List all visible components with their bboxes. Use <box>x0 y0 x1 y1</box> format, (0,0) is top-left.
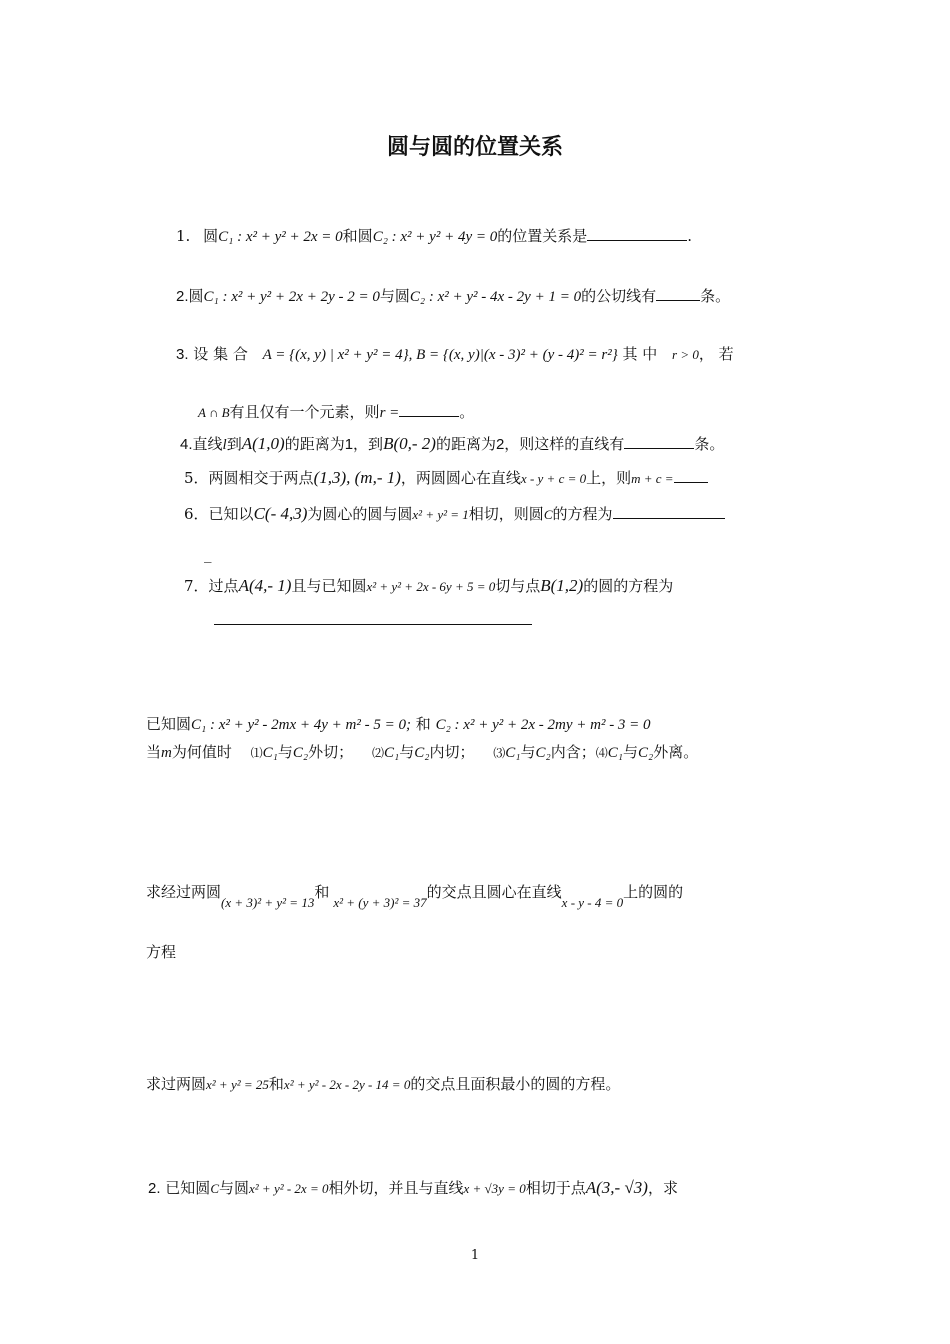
math-expression: A(3,- √3) <box>585 1178 648 1197</box>
question-number: 4. <box>180 436 193 453</box>
answer-blank[interactable] <box>613 504 725 519</box>
problem-circle-position: 已知圆C₁ : x² + y² - 2mx + 4y + m² - 5 = 0; 和 C₂ : x² + y² + 2x - 2my + m² - 3 = 0 <box>146 715 651 733</box>
math-expression: C₁ : x² + y² + 2x + 2y - 2 = 0 <box>203 289 380 305</box>
answer-blank[interactable] <box>399 402 459 417</box>
answer-blank[interactable] <box>624 434 694 449</box>
math-expression: l <box>222 437 227 453</box>
math-expression: x - y - 4 = 0 <box>561 895 624 910</box>
page-title: 圆与圆的位置关系 <box>386 135 563 160</box>
question-3: 3. 设 集 合 A = {(x, y) | x² + y² = 4}, B = {(x, y)|(x - 3)² + (y - 4)² = r²} 其 中 r > 0， 若 <box>176 345 734 363</box>
question-4: 4.直线l到A(1,0)的距离为1，到B(0,- 2)的距离为2，则这样的直线有 条。 <box>180 434 725 453</box>
question-number: 3. <box>176 346 189 363</box>
math-expression: x² + y² = 25 <box>206 1077 269 1092</box>
question-5: 5．两圆相交于两点(1,3), (m,- 1)，两圆圆心在直线x - y + c = 0上，则m + c = <box>184 468 708 489</box>
math-expression: B(1,2) <box>540 576 584 595</box>
math-expression: m <box>161 745 172 761</box>
math-expression: x² + (y + 3)² = 37 <box>333 895 427 910</box>
math-expression: x² + y² + 2x - 6y + 5 = 0 <box>366 579 496 594</box>
math-expression: (x + 3)² + y² = 13 <box>221 895 315 910</box>
question-1: 1. 圆C₁ : x² + y² + 2x = 0和圆C₂ : x² + y² + 4y = 0的位置关系是 . <box>176 227 693 245</box>
question-7: 7．过点A(4,- 1)且与已知圆x² + y² + 2x - 6y + 5 = 0切与点B(1,2)的圆的方程为 <box>184 576 674 595</box>
math-expression: C <box>543 507 553 522</box>
question-number: 2. <box>148 1180 161 1197</box>
problem-intersection-circle: 求经过两圆(x + 3)² + y² = 13和x² + (y + 3)² = 37的交点且圆心在直线x - y - 4 = 0上的圆的 <box>146 883 684 910</box>
page-number: 1 <box>470 1248 480 1263</box>
math-expression: x² + y² - 2x - 2y - 14 = 0 <box>283 1077 411 1092</box>
math-expression: C₂ : x² + y² - 4x - 2y + 1 = 0 <box>409 289 582 305</box>
math-expression: B(0,- 2) <box>383 434 436 453</box>
math-expression: C₂ : x² + y² + 2x - 2my + m² - 3 = 0 <box>435 717 651 733</box>
problem-min-area-circle: 求过两圆x² + y² = 25和x² + y² - 2x - 2y - 14 = 0的交点且面积最小的圆的方程。 <box>146 1075 621 1093</box>
question-6: 6．已知以C(- 4,3)为圆心的圆与圆x² + y² = 1相切，则圆C的方程为 <box>184 504 725 525</box>
math-expression: x - y + c = 0 <box>520 471 587 486</box>
question-2: 2.圆C₁ : x² + y² + 2x + 2y - 2 = 0与圆C₂ : x² + y² - 4x - 2y + 1 = 0的公切线有 条。 <box>176 287 731 305</box>
problem-circle-position-conditions: 当m为何值时 ⑴C₁与C₂外切； ⑵C₁与C₂内切； ⑶C₁与C₂内含；⑷C₁与C₂外离。 <box>146 743 699 761</box>
answer-blank[interactable] <box>587 226 687 241</box>
math-expression: A ∩ B <box>198 405 230 420</box>
answer-blank[interactable] <box>656 286 700 301</box>
math-expression: m + c = <box>631 471 674 486</box>
question-number: 6． <box>184 505 209 523</box>
math-expression: C₂ : x² + y² + 4y = 0 <box>372 229 498 245</box>
math-expression: r = <box>379 405 400 421</box>
question-number: 7． <box>184 577 209 595</box>
problem-intersection-circle-continued: 方程 <box>146 943 177 961</box>
math-expression: A(4,- 1) <box>238 576 292 595</box>
math-expression: x² + y² - 2x = 0 <box>249 1181 329 1196</box>
math-expression: C₁ : x² + y² - 2mx + 4y + m² - 5 = 0; <box>191 717 411 733</box>
question-3-continued: A ∩ B有且仅有一个元素，则r = 。 <box>198 403 475 421</box>
math-expression: A(1,0) <box>241 434 285 453</box>
math-expression: r > 0 <box>672 347 699 362</box>
math-expression: C <box>210 1181 219 1196</box>
answer-blank[interactable] <box>674 468 708 483</box>
question-number: 1. <box>176 227 191 245</box>
question-number: 5． <box>184 469 209 487</box>
problem-2: 2. 已知圆C与圆x² + y² - 2x = 0相外切，并且与直线x + √3y = 0相切于点A(3,- √3)，求 <box>148 1178 678 1197</box>
math-expression: C₁ : x² + y² + 2x = 0 <box>218 229 343 245</box>
math-expression: (1,3), (m,- 1) <box>313 468 401 487</box>
math-expression: A = {(x, y) | x² + y² = 4}, B = {(x, y)|(x - 3)² + (y - 4)² = r²} <box>262 347 618 363</box>
question-6-continued: _ <box>204 545 212 563</box>
answer-blank[interactable] <box>214 624 532 625</box>
math-expression: x + √3y = 0 <box>463 1181 526 1196</box>
question-number: 2. <box>176 288 189 305</box>
math-expression: x² + y² = 1 <box>412 507 469 522</box>
math-expression: C(- 4,3) <box>253 504 308 523</box>
